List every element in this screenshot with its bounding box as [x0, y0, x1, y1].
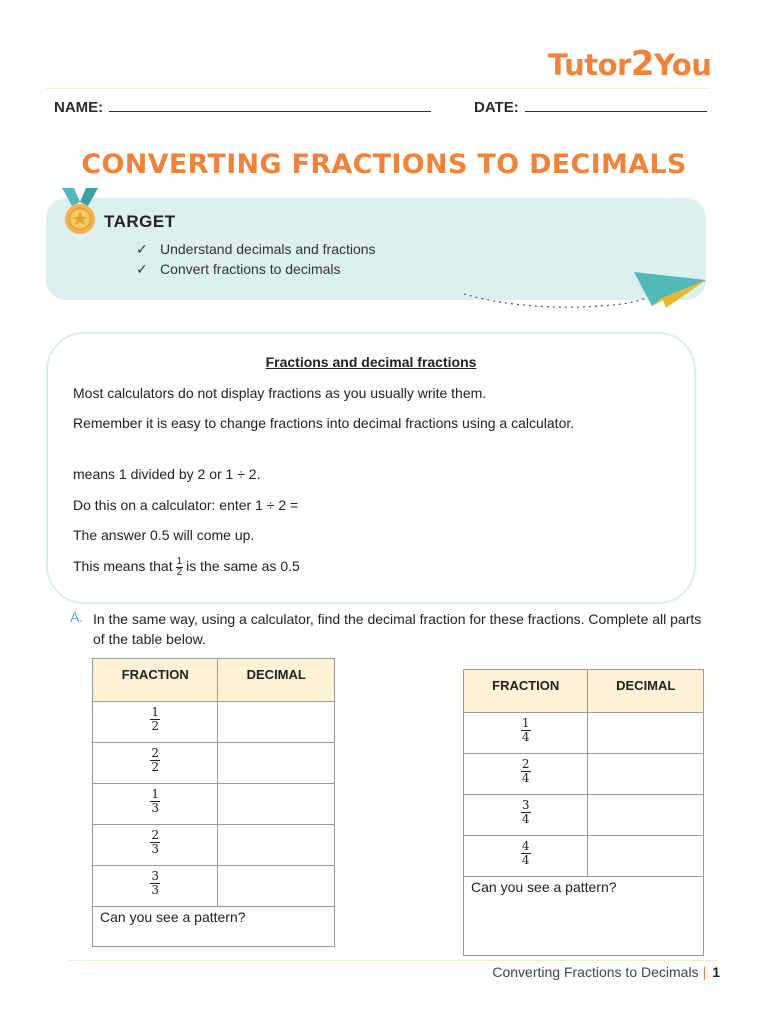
decimal-answer-cell[interactable]: [588, 795, 704, 836]
target-item-label: Convert fractions to decimals: [160, 261, 341, 277]
pattern-prompt: Can you see a pattern?: [100, 909, 246, 925]
name-label: NAME:: [54, 99, 104, 116]
date-blank-line[interactable]: [525, 97, 707, 112]
checkmark-icon: ✓: [136, 261, 148, 277]
header-divider: [46, 88, 710, 89]
pattern-answer-cell[interactable]: [464, 877, 704, 956]
target-heading: TARGET: [104, 212, 176, 231]
fraction-cell: $\frac{4}{4}$: [464, 836, 588, 877]
info-paragraph: Remember it is easy to change fractions into decimal fractions using a calculator.: [73, 415, 575, 431]
question-label: A.: [70, 609, 84, 625]
pattern-answer-cell[interactable]: [93, 907, 335, 947]
fraction-table-left: [92, 658, 335, 947]
fraction-cell: $\frac{3}{3}$: [93, 866, 218, 907]
table-row: [93, 784, 335, 825]
info-paragraph: The answer 0.5 will come up.: [73, 527, 255, 543]
table-row: [464, 836, 704, 877]
table-row: [464, 754, 704, 795]
logo-text-2: 2: [630, 44, 655, 84]
footer-divider: [68, 960, 718, 961]
medal-icon: [58, 186, 102, 236]
decimal-answer-cell[interactable]: [588, 754, 704, 795]
page-title: CONVERTING FRACTIONS TO DECIMALS: [81, 149, 687, 180]
fraction-cell: $\frac{1}{2}$: [93, 702, 218, 743]
fraction-table-right: [463, 669, 704, 956]
pattern-prompt: Can you see a pattern?: [471, 879, 617, 895]
table-row: [464, 877, 704, 956]
table-row: [93, 907, 335, 947]
page-footer: [492, 964, 720, 980]
decimal-answer-cell[interactable]: [218, 743, 335, 784]
fraction-cell: $\frac{2}{2}$: [93, 743, 218, 784]
footer-title: Converting Fractions to Decimals: [492, 964, 699, 980]
fraction-cell: $\frac{1}{3}$: [93, 784, 218, 825]
decimal-answer-cell[interactable]: [218, 866, 335, 907]
date-label: DATE:: [474, 99, 519, 116]
column-header-decimal: DECIMAL: [588, 670, 704, 713]
fraction-cell: $\frac{3}{4}$: [464, 795, 588, 836]
fraction-one-half: $\frac{1}{2}$: [176, 555, 183, 578]
info-text: is the same as 0.5: [186, 558, 300, 574]
info-paragraph: means 1 divided by 2 or 1 ÷ 2.: [73, 466, 261, 482]
table-row: [464, 795, 704, 836]
name-blank-line[interactable]: [109, 97, 431, 112]
target-item-label: Understand decimals and fractions: [160, 241, 376, 257]
date-field[interactable]: [474, 97, 707, 116]
table-row: [93, 743, 335, 784]
column-header-fraction: FRACTION: [464, 670, 588, 713]
paper-plane-icon: [462, 268, 708, 314]
logo-text-you: You: [654, 48, 712, 82]
fraction-cell: $\frac{2}{4}$: [464, 754, 588, 795]
table-row: [93, 866, 335, 907]
target-item: [136, 241, 376, 258]
decimal-answer-cell[interactable]: [588, 713, 704, 754]
info-paragraph: [73, 556, 633, 578]
name-field[interactable]: [54, 97, 431, 116]
brand-logo: [548, 44, 711, 84]
logo-text-tutor: Tutor: [548, 48, 631, 82]
decimal-answer-cell[interactable]: [588, 836, 704, 877]
info-heading: Fractions and decimal fractions: [265, 354, 477, 370]
info-text: This means that: [73, 558, 173, 574]
table-row: [93, 825, 335, 866]
info-paragraph: Do this on a calculator: enter 1 ÷ 2 =: [73, 497, 299, 513]
column-header-fraction: FRACTION: [93, 659, 218, 702]
target-item: [136, 261, 341, 278]
column-header-decimal: DECIMAL: [218, 659, 335, 702]
table-row: [464, 713, 704, 754]
decimal-answer-cell[interactable]: [218, 702, 335, 743]
info-paragraph: Most calculators do not display fractions as you usually write them.: [73, 385, 487, 401]
checkmark-icon: ✓: [136, 241, 148, 257]
table-row: [93, 702, 335, 743]
page-number: 1: [712, 964, 720, 980]
footer-separator: |: [702, 964, 707, 980]
decimal-answer-cell[interactable]: [218, 784, 335, 825]
fraction-cell: $\frac{1}{4}$: [464, 713, 588, 754]
fraction-cell: $\frac{2}{3}$: [93, 825, 218, 866]
decimal-answer-cell[interactable]: [218, 825, 335, 866]
question-text: In the same way, using a calculator, find the decimal fraction for these fractions. Complete all parts of the table below.: [93, 611, 702, 647]
